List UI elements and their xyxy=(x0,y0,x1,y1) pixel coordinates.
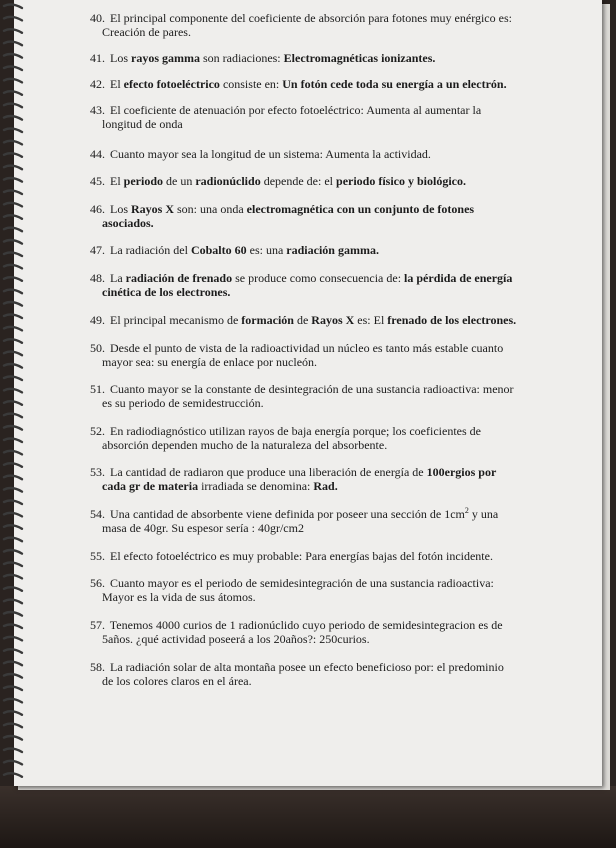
spiral-coil xyxy=(4,190,22,194)
spiral-coil xyxy=(4,674,22,678)
spiral-coil xyxy=(4,724,22,728)
spiral-coil xyxy=(4,215,22,219)
spiral-coil xyxy=(4,141,22,145)
spiral-coil xyxy=(4,314,22,318)
spiral-coil xyxy=(4,414,22,418)
spiral-coil xyxy=(4,290,22,294)
spiral-coil xyxy=(4,29,22,33)
spiral-coil xyxy=(4,500,22,504)
question-list xyxy=(14,0,602,786)
spiral-coil xyxy=(4,562,22,566)
spiral-coil xyxy=(4,686,22,690)
spiral-coil xyxy=(4,4,22,8)
spiral-coil xyxy=(4,748,22,752)
spiral-coil xyxy=(4,525,22,529)
spiral-coil xyxy=(4,128,22,132)
spiral-coil xyxy=(4,401,22,405)
item-48: 48. La radiación de frenado se produce como consecuencia de: la pérdida de energía cinética de los electrones. xyxy=(90,271,513,299)
spiral-coil xyxy=(4,228,22,232)
spiral-coil xyxy=(4,364,22,368)
spiral-coil xyxy=(4,66,22,70)
spiral-coil xyxy=(4,662,22,666)
spiral-coil xyxy=(4,426,22,430)
item-54: 54. Una cantidad de absorbente viene definida por poseer una sección de $1cm^2$ y una masa de 40gr. Su espesor sería : 40gr/cm2 xyxy=(90,506,499,535)
spiral-coil xyxy=(4,612,22,616)
item-51: 51. Cuanto mayor se la constante de desintegración de una sustancia radioactiva: menor es su periodo de semidestrucción. xyxy=(90,382,514,410)
spiral-coil xyxy=(4,376,22,380)
spiral-coil xyxy=(4,699,22,703)
spiral-coil xyxy=(4,637,22,641)
item-47: 47. La radiación del Cobalto 60 es: una radiación gamma. xyxy=(90,243,379,257)
spiral-coil xyxy=(4,54,22,58)
item-52: 52. En radiodiagnóstico utilizan rayos de baja energía porque; los coeficientes de absorción dependen mucho de la naturaleza del absorbente. xyxy=(90,424,481,452)
spiral-coil xyxy=(4,451,22,455)
item-55: 55. El efecto fotoeléctrico es muy probable: Para energías bajas del fotón incidente. xyxy=(90,549,493,563)
spiral-coil xyxy=(4,538,22,542)
spiral-coil xyxy=(4,339,22,343)
item-46: 46. Los Rayos X son: una onda electromagnética con un conjunto de fotones asociados. xyxy=(90,202,475,230)
item-43: 43. El coeficiente de atenuación por efecto fotoeléctrico: Aumenta al aumentar la longitud de onda xyxy=(90,103,482,131)
spiral-coil xyxy=(4,265,22,269)
item-41: 41. Los rayos gamma son radiaciones: Electromagnéticas ionizantes. xyxy=(90,51,436,65)
spiral-coil xyxy=(4,550,22,554)
item-56: 56. Cuanto mayor es el periodo de semidesintegración de una sustancia radioactiva: Mayor es la vida de sus átomos. xyxy=(90,576,494,604)
spiral-binding xyxy=(0,0,26,786)
item-58: 58. La radiación solar de alta montaña posee un efecto beneficioso por: el predominio de los colores claros en el área. xyxy=(90,660,504,688)
spiral-coil xyxy=(4,240,22,244)
spiral-coil xyxy=(4,736,22,740)
spiral-coil xyxy=(4,624,22,628)
spiral-coil xyxy=(4,575,22,579)
spiral-coil xyxy=(4,649,22,653)
spiral-coil xyxy=(4,17,22,21)
spiral-coil xyxy=(4,488,22,492)
item-53: 53. La cantidad de radiaron que produce una liberación de energía de 100ergios por cada gr de materia irradiada se denomina: Rad. xyxy=(90,465,497,493)
spiral-coil xyxy=(4,91,22,95)
spiral-coil xyxy=(4,327,22,331)
spiral-coil xyxy=(4,476,22,480)
spiral-coil xyxy=(4,153,22,157)
item-49: 49. El principal mecanismo de formación de Rayos X es: El frenado de los electrones. xyxy=(90,313,517,327)
spiral-coil xyxy=(4,600,22,604)
spiral-coil xyxy=(4,42,22,46)
spiral-coil xyxy=(4,463,22,467)
spiral-coil xyxy=(4,178,22,182)
spiral-coil xyxy=(4,761,22,765)
item-40: 40. El principal componente del coeficiente de absorción para fotones muy enérgico es: Creación de pares. xyxy=(90,11,512,39)
spiral-coil xyxy=(4,203,22,207)
spiral-coil xyxy=(4,773,22,777)
spiral-coil xyxy=(4,352,22,356)
spiral-coil xyxy=(4,513,22,517)
spiral-coil xyxy=(4,277,22,281)
item-44: 44. Cuanto mayor sea la longitud de un sistema: Aumenta la actividad. xyxy=(90,147,431,161)
desk-background xyxy=(0,786,616,848)
spiral-coil xyxy=(4,438,22,442)
spiral-coil xyxy=(4,104,22,108)
spiral-coil xyxy=(4,389,22,393)
spiral-coil xyxy=(4,116,22,120)
spiral-coil xyxy=(4,302,22,306)
spiral-coil xyxy=(4,166,22,170)
spiral-coil xyxy=(4,79,22,83)
spiral-coil xyxy=(4,252,22,256)
item-42: 42. El efecto fotoeléctrico consiste en: Un fotón cede toda su energía a un electrón. xyxy=(90,77,507,91)
item-50: 50. Desde el punto de vista de la radioactividad un núcleo es tanto más estable cuanto mayor sea: su energía de enlace por nucleón. xyxy=(90,341,504,369)
item-45: 45. El periodo de un radionúclido depende de: el periodo físico y biológico. xyxy=(90,174,467,188)
spiral-coil xyxy=(4,587,22,591)
spiral-coil xyxy=(4,711,22,715)
document-page xyxy=(14,0,602,786)
item-57: 57. Tenemos 4000 curios de 1 radionúclido cuyo periodo de semidesintegracion es de 5años. ¿qué actividad poseerá a los 20años?: 250curios. xyxy=(90,618,503,646)
